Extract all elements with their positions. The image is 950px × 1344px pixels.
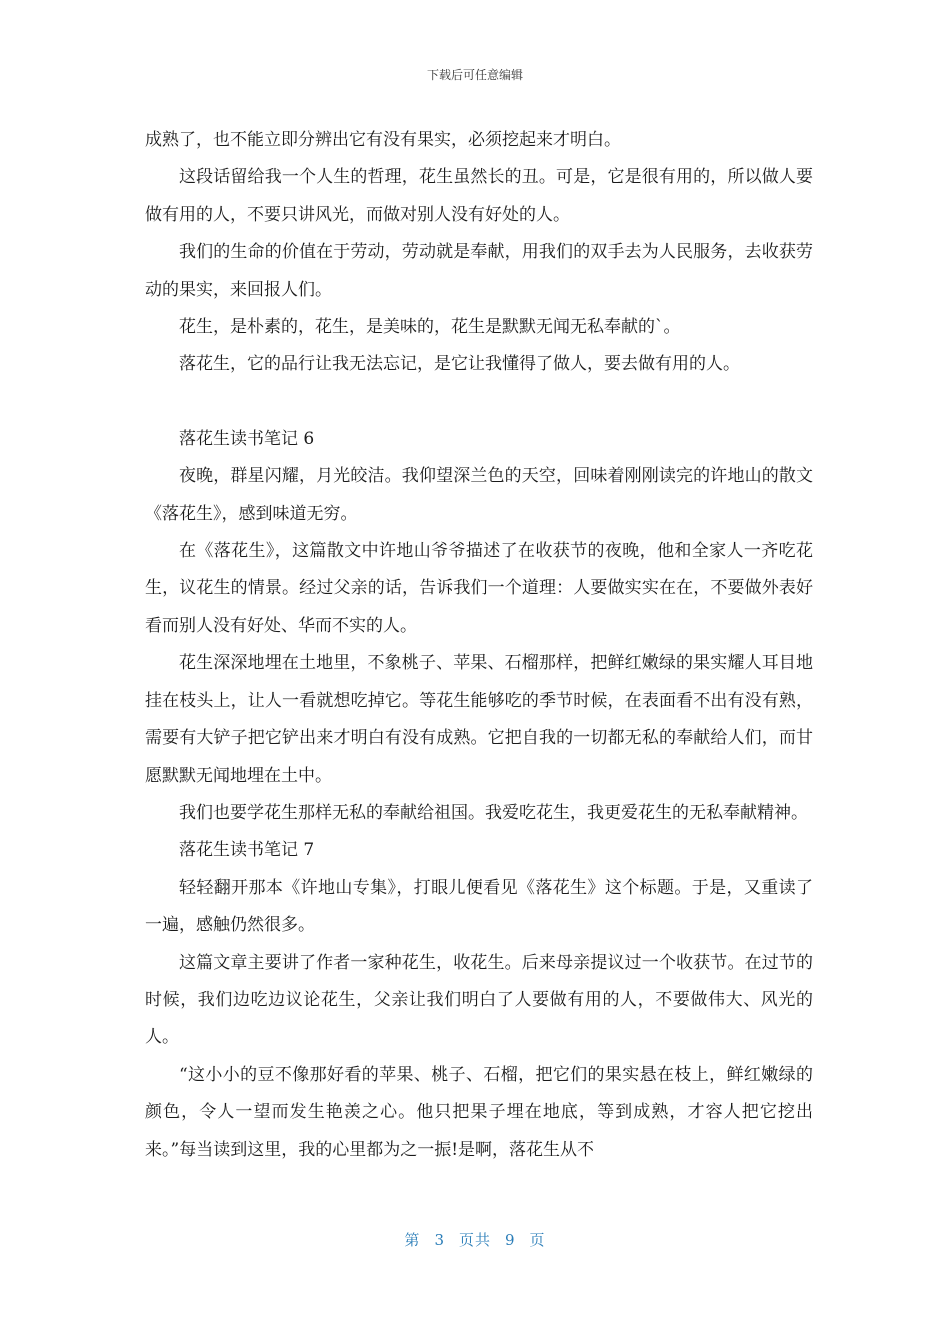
paragraph: 这段话留给我一个人生的哲理，花生虽然长的丑。可是，它是很有用的，所以做人要做有用的人，不要只讲风光，而做对别人没有好处的人。 xyxy=(145,167,813,225)
page-suffix-label: 页 xyxy=(529,1231,546,1249)
paragraph: 轻轻翻开那本《许地山专集》，打眼儿便看见《落花生》这个标题。于是，又重读了一遍，感触仍然很多。 xyxy=(145,877,813,936)
paragraph: 花生深深地埋在土地里，不象桃子、苹果、石榴那样，把鲜红嫩绿的果实耀人耳目地挂在枝头上，让人一看就想吃掉它。等花生能够吃的季节时候，在表面看不出有没有熟，需要有大铲子把它铲出来才明白有没有成熟。它把自我的一切都无私的奉献给人们，而甘愿默默无闻地埋在土中。 xyxy=(145,653,813,786)
current-page-number: 3 xyxy=(434,1231,445,1249)
paragraph: 这篇文章主要讲了作者一家种花生，收花生。后来母亲提议过一个收获节。在过节的时候，我们边吃边议论花生，父亲让我们明白了人要做有用的人，不要做伟大、风光的人。 xyxy=(145,952,813,1048)
paragraph: 落花生，它的品行让我无法忘记，是它让我懂得了做人，要去做有用的人。 xyxy=(179,354,740,375)
paragraph: “这小小的豆不像那好看的苹果、桃子、石榴，把它们的果实悬在枝上，鲜红嫩绿的颜色，令人一望而发生艳羡之心。他只把果子埋在地底，等到成熟，才容人把它挖出来。”每当读到这里，我的心里都为之一振!是啊，落花生从不 xyxy=(145,1064,813,1160)
paragraph: 成熟了，也不能立即分辨出它有没有果实，必须挖起来才明白。 xyxy=(145,130,621,150)
paragraph: 花生，是朴素的，花生，是美味的，花生是默默无闻无私奉献的`。 xyxy=(179,317,681,338)
section-gap xyxy=(145,384,813,421)
paragraph: 在《落花生》，这篇散文中许地山爷爷描述了在收获节的夜晚，他和全家人一齐吃花生，议花生的情景。经过父亲的话，告诉我们一个道理：人要做实实在在，不要做外表好看而别人没有好处、华而不实的人。 xyxy=(145,541,813,636)
paragraph: 我们的生命的价值在于劳动，劳动就是奉献，用我们的双手去为人民服务，去收获劳动的果实，来回报人们。 xyxy=(145,242,813,300)
page-number-footer xyxy=(0,1229,950,1250)
document-body xyxy=(145,122,813,1169)
paragraph: 我们也要学花生那样无私的奉献给祖国。我爱吃花生，我更爱花生的无私奉献精神。 xyxy=(179,802,808,823)
section-heading: 落花生读书笔记 7 xyxy=(179,840,315,861)
page-header-note: 下载后可任意编辑 xyxy=(426,68,523,82)
total-pages-number: 9 xyxy=(505,1231,516,1249)
paragraph: 夜晚，群星闪耀，月光皎洁。我仰望深兰色的天空，回味着刚刚读完的许地山的散文《落花生》，感到味道无穷。 xyxy=(145,466,813,524)
page-label: 第 xyxy=(404,1231,421,1249)
section-heading: 落花生读书笔记 6 xyxy=(179,428,315,449)
page-of-label: 页共 xyxy=(458,1231,491,1249)
